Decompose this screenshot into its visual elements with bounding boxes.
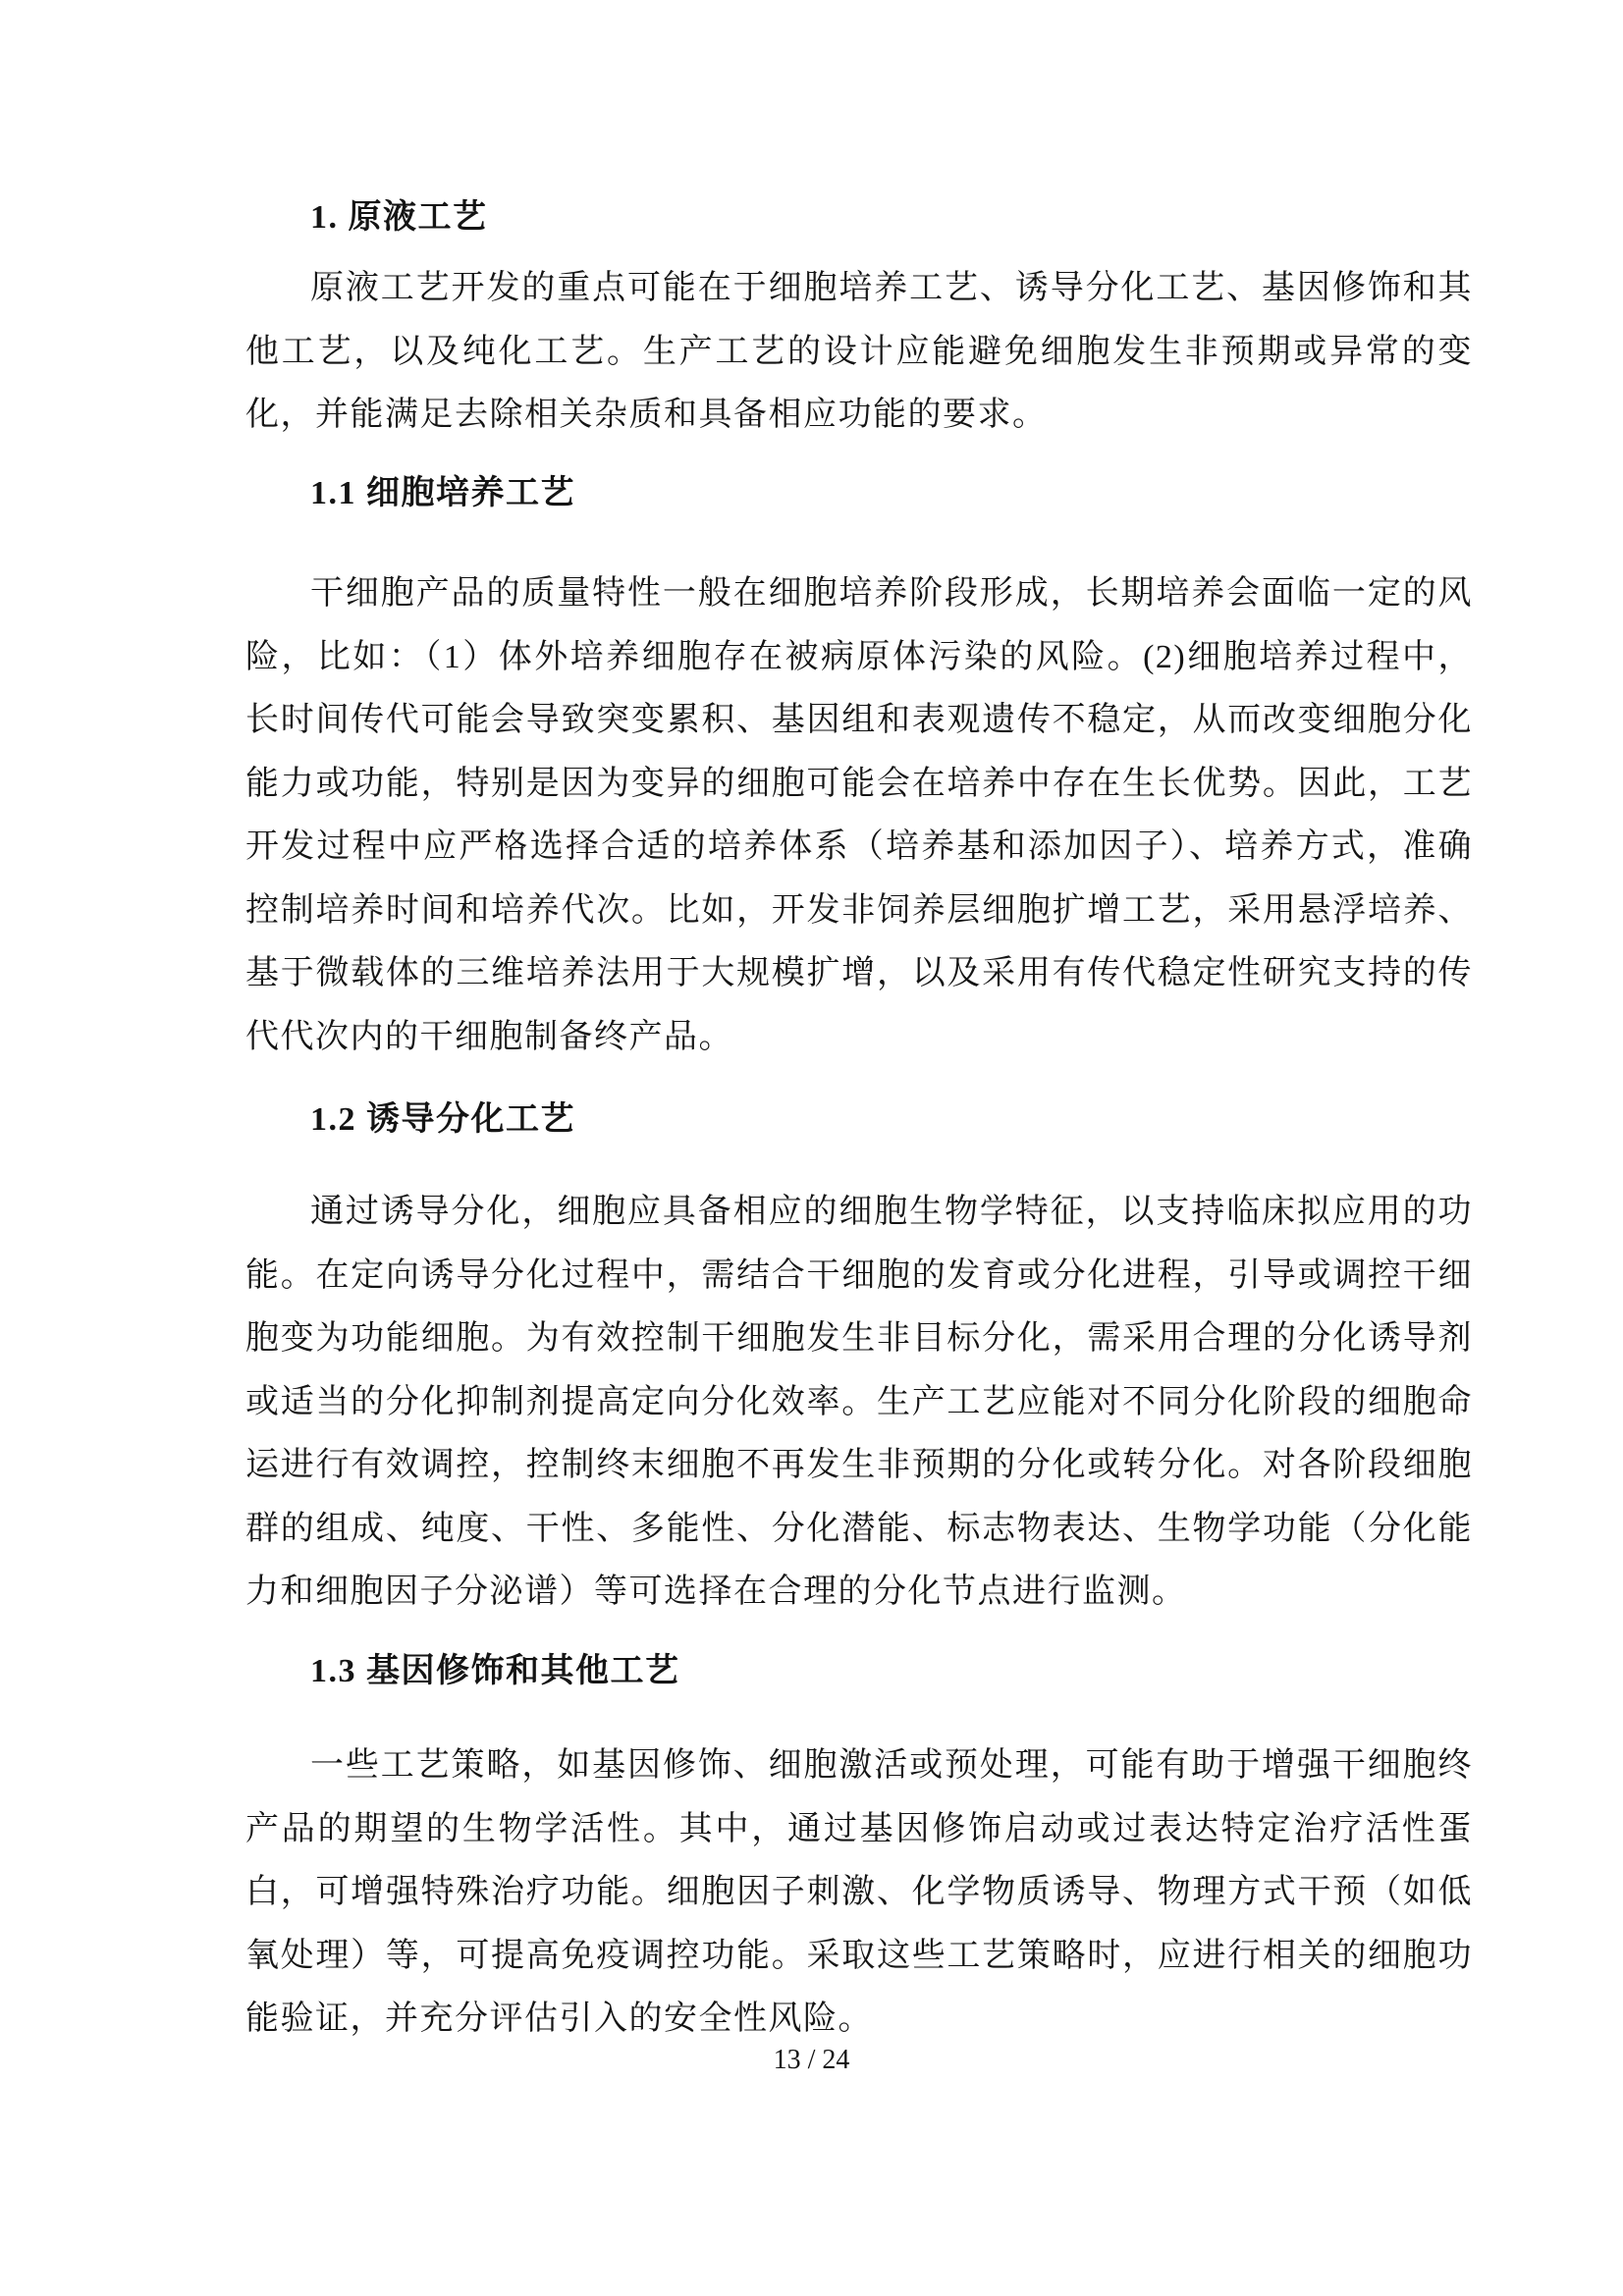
section-induced-differentiation-process bbox=[245, 1100, 1473, 1625]
page-number: 13 / 24 bbox=[773, 2045, 850, 2075]
section-drug-substance-process bbox=[245, 198, 1473, 448]
section-gene-modification-process bbox=[245, 1652, 1473, 2052]
section-heading: 1. 原液工艺 bbox=[310, 199, 488, 236]
section-cell-culture-process bbox=[245, 474, 1473, 1069]
section-heading: 1.2 诱导分化工艺 bbox=[310, 1101, 575, 1138]
section-paragraph: 干细胞产品的质量特性一般在细胞培养阶段形成，长期培养会面临一定的风险，比如：（1）体外培养细胞存在被病原体污染的风险。(2)细胞培养过程中，长时间传代可能会导致突变累积、基因组和表观遗传不稳定，从而改变细胞分化能力或功能，特别是因为变异的细胞可能会在培养中存在生长优势。因此，工艺开发过程中应严格选择合适的培养体系（培养基和添加因子）、培养方式，准确控制培养时间和培养代次。比如，开发非饲养层细胞扩增工艺，采用悬浮培养、基于微载体的三维培养法用于大规模扩增，以及采用有传代稳定性研究支持的传代代次内的干细胞制备终产品。 bbox=[245, 575, 1473, 1055]
section-heading: 1.1 细胞培养工艺 bbox=[310, 475, 575, 511]
section-paragraph: 通过诱导分化，细胞应具备相应的细胞生物学特征，以支持临床拟应用的功能。在定向诱导分化过程中，需结合干细胞的发育或分化进程，引导或调控干细胞变为功能细胞。为有效控制干细胞发生非目标分化，需采用合理的分化诱导剂或适当的分化抑制剂提高定向分化效率。生产工艺应能对不同分化阶段的细胞命运进行有效调控，控制终末细胞不再发生非预期的分化或转分化。对各阶段细胞群的组成、纯度、干性、多能性、分化潜能、标志物表达、生物学功能（分化能力和细胞因子分泌谱）等可选择在合理的分化节点进行监测。 bbox=[245, 1194, 1473, 1610]
section-paragraph: 原液工艺开发的重点可能在于细胞培养工艺、诱导分化工艺、基因修饰和其他工艺，以及纯化工艺。生产工艺的设计应能避免细胞发生非预期或异常的变化，并能满足去除相关杂质和具备相应功能的要求。 bbox=[245, 270, 1473, 433]
section-paragraph: 一些工艺策略，如基因修饰、细胞激活或预处理，可能有助于增强干细胞终产品的期望的生物学活性。其中，通过基因修饰启动或过表达特定治疗活性蛋白，可增强特殊治疗功能。细胞因子刺激、化学物质诱导、物理方式干预（如低氧处理）等，可提高免疫调控功能。采取这些工艺策略时，应进行相关的细胞功能验证，并充分评估引入的安全性风险。 bbox=[245, 1747, 1473, 2037]
section-heading: 1.3 基因修饰和其他工艺 bbox=[310, 1653, 680, 1689]
